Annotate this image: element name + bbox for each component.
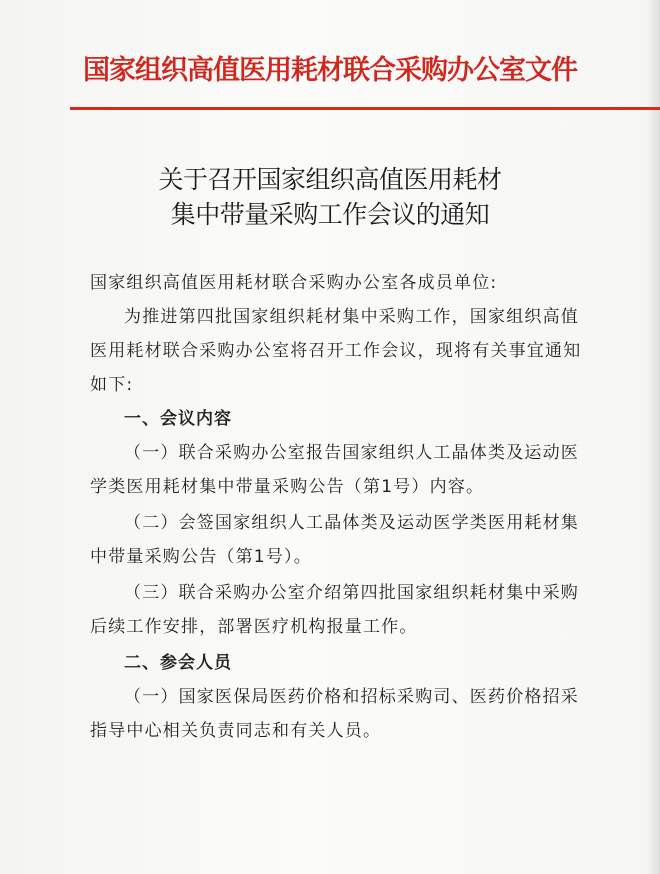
addressee: 国家组织高值医用耗材联合采购办公室各成员单位: [90,273,498,293]
section-1-item-1-line-1: （一）联合采购办公室报告国家组织人工晶体类及运动医 [124,443,579,463]
section-1-item-2-line-1: （二）会签国家组织人工晶体类及运动医学类医用耗材集 [124,513,579,533]
section-2-item-1-line-2: 指导中心相关负责同志和有关人员。 [90,721,382,741]
section-1-item-1-line-2: 学类医用耗材集中带量采购公告（第1号）内容。 [90,477,485,497]
intro-line-1: 为推进第四批国家组织耗材集中采购工作，国家组织高值 [124,307,579,327]
issuer-header: 国家组织高值医用耗材联合采购办公室文件 [83,55,577,86]
page-edge-shadow [646,0,660,874]
red-header-rule [70,107,660,110]
section-1-item-2-line-2: 中带量采购公告（第1号）。 [90,547,312,567]
section-1-item-3-line-1: （三）联合采购办公室介绍第四批国家组织耗材集中采购 [124,583,579,603]
section-1-heading: 一、会议内容 [124,409,232,429]
intro-line-3: 如下: [90,375,134,395]
document-title-line-2: 集中带量采购工作会议的通知 [170,200,490,229]
section-2-heading: 二、参会人员 [124,653,232,673]
document-title-line-1: 关于召开国家组织高值医用耗材 [158,165,502,194]
intro-line-2: 医用耗材联合采购办公室将召开工作会议，现将有关事宜通知 [90,341,582,361]
section-1-item-3-line-2: 后续工作安排，部署医疗机构报量工作。 [90,617,418,637]
section-2-item-1-line-1: （一）国家医保局医药价格和招标采购司、医药价格招采 [124,687,579,707]
